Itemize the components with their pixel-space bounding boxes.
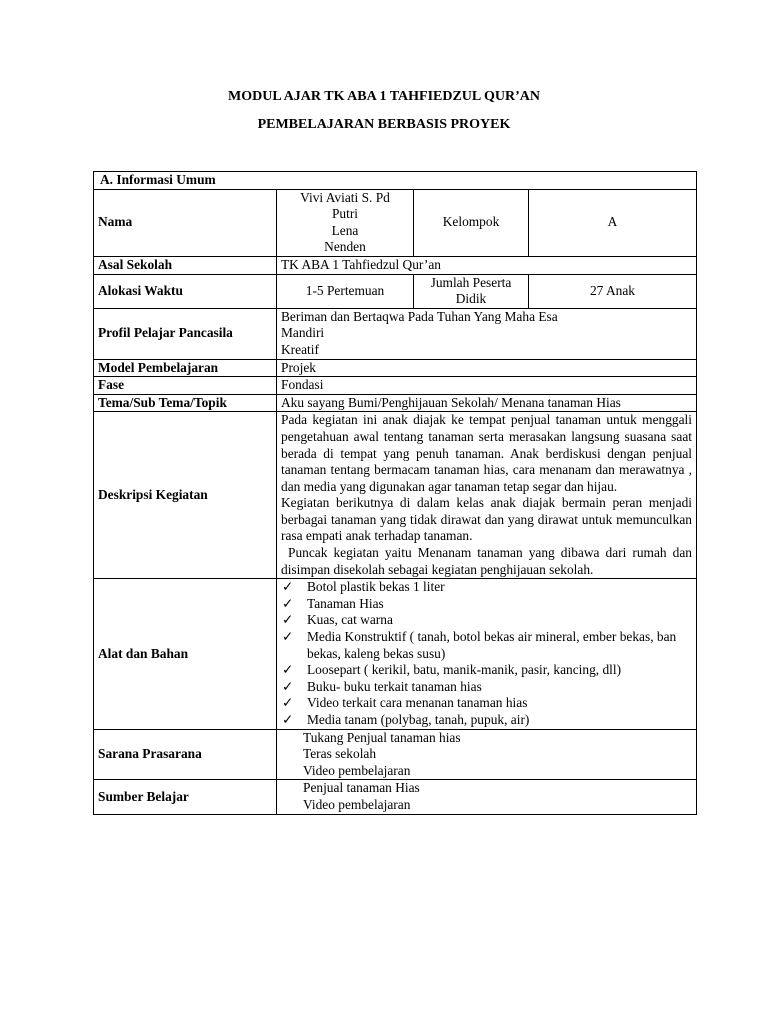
- nama-value: Putri: [331, 206, 359, 222]
- list-item: [281, 662, 692, 679]
- list-item-text: Video terkait cara menanan tanaman hias: [307, 695, 528, 711]
- document-subtitle: PEMBELAJARAN BERBASIS PROYEK: [257, 117, 511, 132]
- sarana-item: Video pembelajaran: [303, 762, 411, 778]
- jumlah-peserta-label: Jumlah Peserta Didik: [414, 274, 529, 308]
- label-nama: Nama: [94, 189, 277, 256]
- row-tema: [94, 394, 697, 412]
- list-item: [281, 629, 692, 662]
- section-heading: A. Informasi Umum: [94, 172, 697, 190]
- label-fase: Fase: [94, 377, 277, 395]
- list-item-text: Loosepart ( kerikil, batu, manik-manik, pasir, kancing, dll): [307, 662, 622, 678]
- deskripsi-values: [277, 412, 697, 579]
- list-item-text: Kuas, cat warna: [307, 612, 393, 628]
- label-tema: Tema/Sub Tema/Topik: [94, 394, 277, 412]
- kelompok-label: Kelompok: [414, 189, 529, 256]
- sumber-values: [277, 780, 697, 814]
- checkmark-icon: ✓: [282, 595, 294, 611]
- nama-value: Nenden: [324, 239, 366, 255]
- profil-item: Beriman dan Bertaqwa Pada Tuhan Yang Maha Esa: [281, 308, 558, 324]
- kelompok-value: A: [529, 189, 697, 256]
- row-fase: [94, 377, 697, 395]
- alat-bahan-list: [281, 579, 692, 728]
- row-asal-sekolah: [94, 256, 697, 274]
- row-model-pembelajaran: [94, 359, 697, 377]
- label-model-pembelajaran: Model Pembelajaran: [94, 359, 277, 377]
- profil-values: [277, 308, 697, 359]
- section-heading-row: [94, 172, 697, 190]
- sarana-values: [277, 729, 697, 780]
- label-alokasi-waktu: Alokasi Waktu: [94, 274, 277, 308]
- checkmark-icon: ✓: [282, 629, 294, 645]
- row-nama: [94, 189, 697, 256]
- checkmark-icon: ✓: [282, 678, 294, 694]
- checkmark-icon: ✓: [282, 712, 294, 727]
- list-item: [281, 596, 692, 613]
- list-item-text: Media tanam (polybag, tanah, pupuk, air): [307, 712, 530, 727]
- document-title: MODUL AJAR TK ABA 1 TAHFIEDZUL QUR’AN: [228, 89, 540, 104]
- alokasi-waktu-value: 1-5 Pertemuan: [277, 274, 414, 308]
- row-alokasi-waktu: [94, 274, 697, 308]
- profil-item: Mandiri: [281, 325, 325, 341]
- sarana-item: Teras sekolah: [303, 746, 377, 762]
- deskripsi-paragraph: Pada kegiatan ini anak diajak ke tempat penjual tanaman untuk menggali pengetahuan awal tentang tanaman serta merasakan langsung suasana saat berada di tempat yang penuh tanaman. Anak berdiskusi dengan penjual tanaman tentang bermacam tanaman hias, cara menanam dan merawatnya , dan media yang digunakan agar tanaman tetap segar dan hijau.: [281, 412, 692, 494]
- fase-value: Fondasi: [277, 377, 697, 395]
- label-sumber-belajar: Sumber Belajar: [94, 780, 277, 814]
- list-item: [281, 679, 692, 696]
- checkmark-icon: ✓: [282, 579, 294, 595]
- row-sumber-belajar: [94, 780, 697, 814]
- alat-bahan-values: [277, 579, 697, 729]
- label-alat-bahan: Alat dan Bahan: [94, 579, 277, 729]
- row-deskripsi-kegiatan: [94, 412, 697, 579]
- label-sarana-prasarana: Sarana Prasarana: [94, 729, 277, 780]
- list-item: [281, 712, 692, 729]
- nama-value: Lena: [331, 222, 359, 238]
- deskripsi-paragraph: Kegiatan berikutnya di dalam kelas anak diajak bermain peran menjadi berbagai tanaman yang tidak dirawat dan yang dirawat untuk memunculkan rasa empati anak terhadap tanaman.: [281, 495, 692, 544]
- jumlah-peserta-value: 27 Anak: [529, 274, 697, 308]
- list-item-text: Tanaman Hias: [307, 595, 384, 611]
- checkmark-icon: ✓: [282, 662, 294, 678]
- row-alat-bahan: [94, 579, 697, 729]
- sumber-item: Penjual tanaman Hias: [303, 780, 420, 796]
- model-value: Projek: [277, 359, 697, 377]
- checkmark-icon: ✓: [282, 695, 294, 711]
- row-profil-pelajar: [94, 308, 697, 359]
- label-deskripsi-kegiatan: Deskripsi Kegiatan: [94, 412, 277, 579]
- list-item-text: Buku- buku terkait tanaman hias: [307, 678, 482, 694]
- list-item-text: Botol plastik bekas 1 liter: [307, 579, 445, 595]
- nama-value: Vivi Aviati S. Pd: [300, 189, 390, 205]
- profil-item: Kreatif: [281, 341, 319, 357]
- informasi-umum-table: [93, 171, 697, 815]
- list-item: [281, 579, 692, 596]
- label-asal-sekolah: Asal Sekolah: [94, 256, 277, 274]
- tema-value: Aku sayang Bumi/Penghijauan Sekolah/ Menana tanaman Hias: [277, 394, 697, 412]
- nama-values: [277, 189, 414, 256]
- asal-sekolah-value: TK ABA 1 Tahfiedzul Qur’an: [277, 256, 697, 274]
- list-item-text: Media Konstruktif ( tanah, botol bekas air mineral, ember bekas, ban bekas, kaleng bekas susu): [307, 629, 677, 661]
- list-item: [281, 695, 692, 712]
- label-profil-pelajar: Profil Pelajar Pancasila: [94, 308, 277, 359]
- checkmark-icon: ✓: [282, 612, 294, 628]
- row-sarana-prasarana: [94, 729, 697, 780]
- deskripsi-paragraph: Puncak kegiatan yaitu Menanam tanaman yang dibawa dari rumah dan disimpan disekolah sebagai kegiatan penghijauan sekolah.: [281, 545, 692, 577]
- sarana-item: Tukang Penjual tanaman hias: [303, 729, 461, 745]
- sumber-item: Video pembelajaran: [303, 796, 411, 812]
- list-item: [281, 612, 692, 629]
